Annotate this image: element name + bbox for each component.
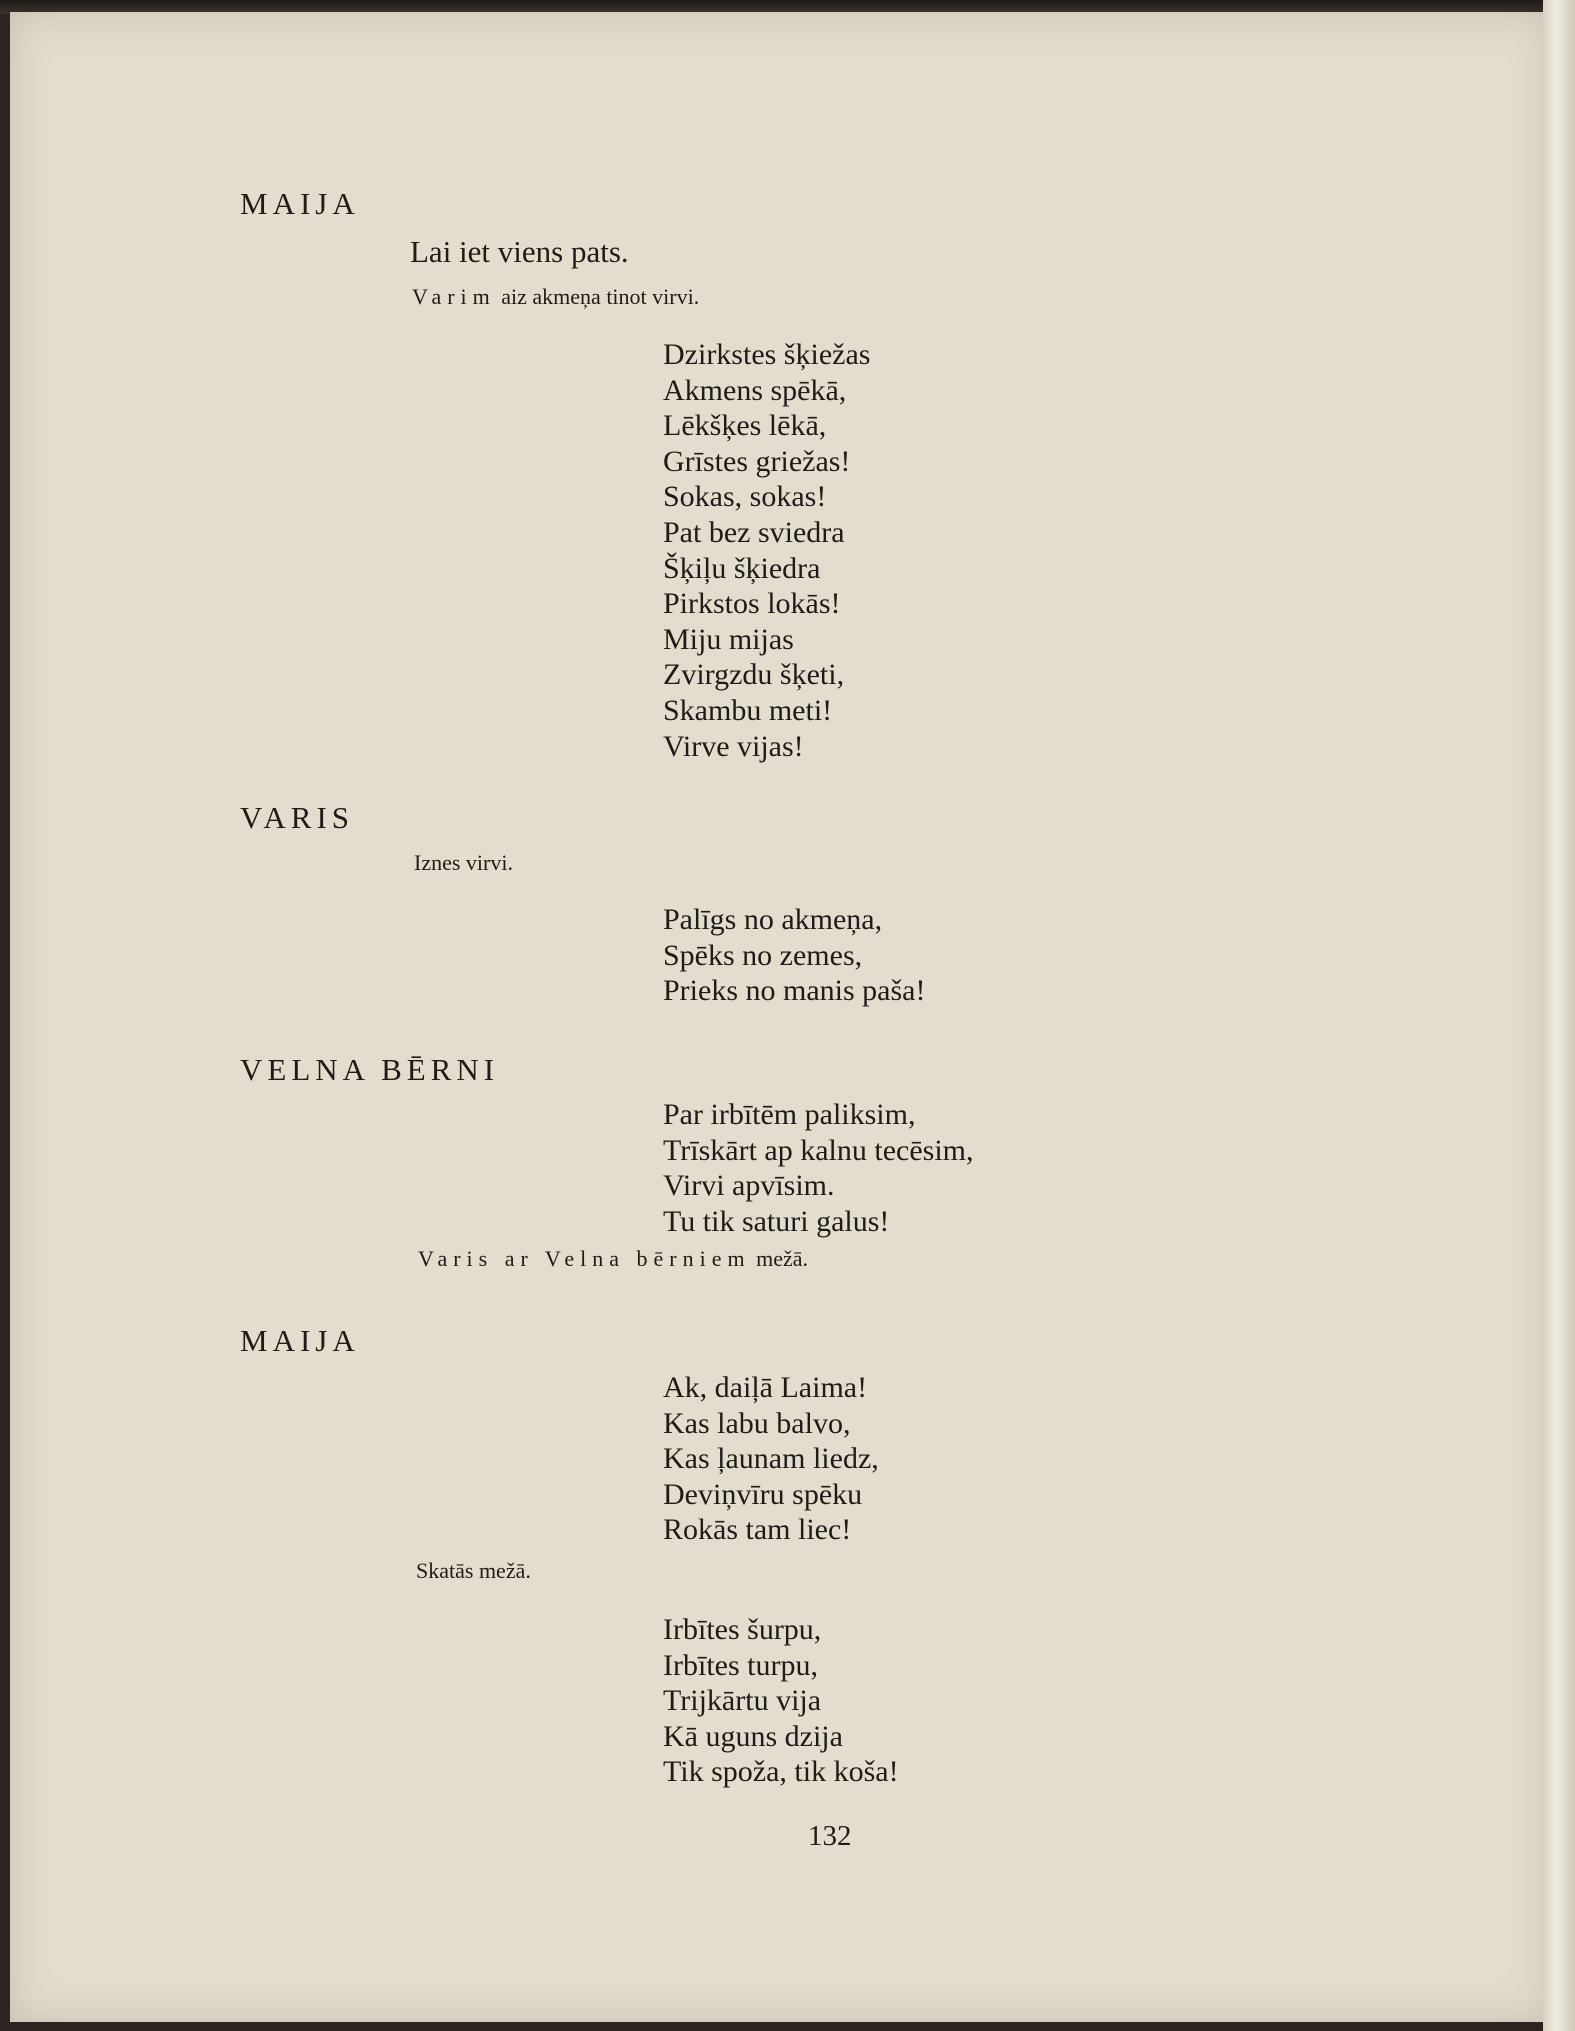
verse-3: Par irbītēm paliksim, Trīskārt ap kalnu tecēsim, Virvi apvīsim. Tu tik saturi galus! (663, 1098, 974, 1238)
speaker-velna-berni: VELNA BĒRNI (240, 1052, 500, 1087)
stage-direction: Skatās mežā. (416, 1558, 531, 1583)
verse-4: Ak, daiļā Laima! Kas labu balvo, Kas ļaunam liedz, Deviņvīru spēku Rokās tam liec! (663, 1371, 879, 1547)
stage-direction: Iznes virvi. (414, 850, 513, 875)
verse-1: Dzirkstes šķiežas Akmens spēkā, Lēkšķes lēkā, Grīstes griežas! Sokas, sokas! Pat bez sviedra Šķiļu šķiedra Pirkstos lokās! Miju mijas Zvirgzdu šķeti, Skambu meti! Virve vijas! (663, 338, 871, 763)
stage-direction: Varis ar Velna bērniem mežā. (418, 1246, 808, 1271)
speaker-maija: MAIJA (240, 186, 360, 221)
page-number: 132 (808, 1820, 852, 1852)
stage-direction: Varim aiz akmeņa tinot virvi. (412, 284, 700, 309)
dialogue-line: Lai iet viens pats. (410, 234, 629, 269)
verse-2: Palīgs no akmeņa, Spēks no zemes, Prieks no manis paša! (663, 903, 926, 1008)
page-edge (1543, 0, 1575, 2031)
speaker-maija: MAIJA (240, 1323, 360, 1358)
verse-5: Irbītes šurpu, Irbītes turpu, Trijkārtu vija Kā uguns dzija Tik spoža, tik koša! (663, 1613, 899, 1789)
speaker-varis: VARIS (240, 800, 355, 835)
